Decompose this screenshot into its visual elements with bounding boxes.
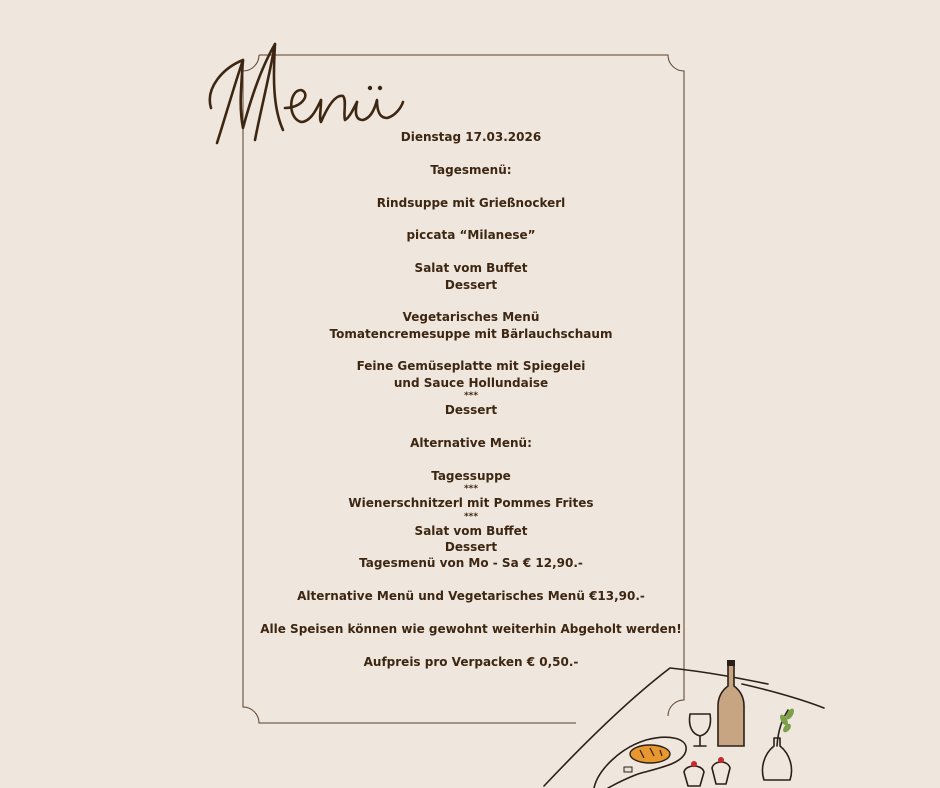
alt-dessert: Dessert	[444, 539, 498, 554]
tagesmenu-dessert: Dessert	[444, 277, 498, 292]
price-alt-veg: Alternative Menü und Vegetarisches Menü €13,90.-	[297, 589, 645, 604]
veg-heading: Vegetarisches Menü	[402, 310, 540, 325]
cupcake-icon	[712, 762, 730, 784]
veg-soup: Tomatencremesuppe mit Bärlauchschaum	[329, 326, 613, 341]
bread-icon	[630, 745, 670, 763]
plate-icon	[594, 737, 686, 788]
table-illustration	[538, 650, 838, 788]
separator: ***	[463, 511, 479, 522]
pickup-note: Alle Speisen können wie gewohnt weiterhin Abgeholt werden!	[260, 621, 682, 636]
alt-heading: Alternative Menü:	[410, 436, 532, 451]
bottle-icon	[718, 664, 744, 746]
alt-main: Wienerschnitzerl mit Pommes Frites	[348, 496, 594, 511]
separator: ***	[463, 484, 479, 495]
alt-soup: Tagessuppe	[431, 468, 511, 483]
price-tagesmenu: Tagesmenü von Mo - Sa € 12,90.-	[359, 556, 583, 571]
alt-salad: Salat vom Buffet	[414, 523, 528, 538]
separator: ***	[463, 391, 479, 402]
veg-main-line-1: Feine Gemüseplatte mit Spiegelei	[356, 359, 586, 374]
tagesmenu-heading: Tagesmenü:	[430, 162, 512, 177]
veg-dessert: Dessert	[444, 403, 498, 418]
menu-body	[250, 129, 692, 670]
tagesmenu-main: piccata “Milanese”	[406, 228, 536, 243]
glass-icon	[689, 714, 710, 746]
packaging-fee: Aufpreis pro Verpacken € 0,50.-	[363, 654, 579, 669]
cupcake-icon	[684, 766, 704, 786]
tagesmenu-salad: Salat vom Buffet	[414, 261, 528, 276]
veg-main-line-2: und Sauce Hollundaise	[393, 375, 549, 390]
tagesmenu-soup: Rindsuppe mit Grießnockerl	[376, 195, 566, 210]
menu-date: Dienstag 17.03.2026	[400, 130, 542, 144]
